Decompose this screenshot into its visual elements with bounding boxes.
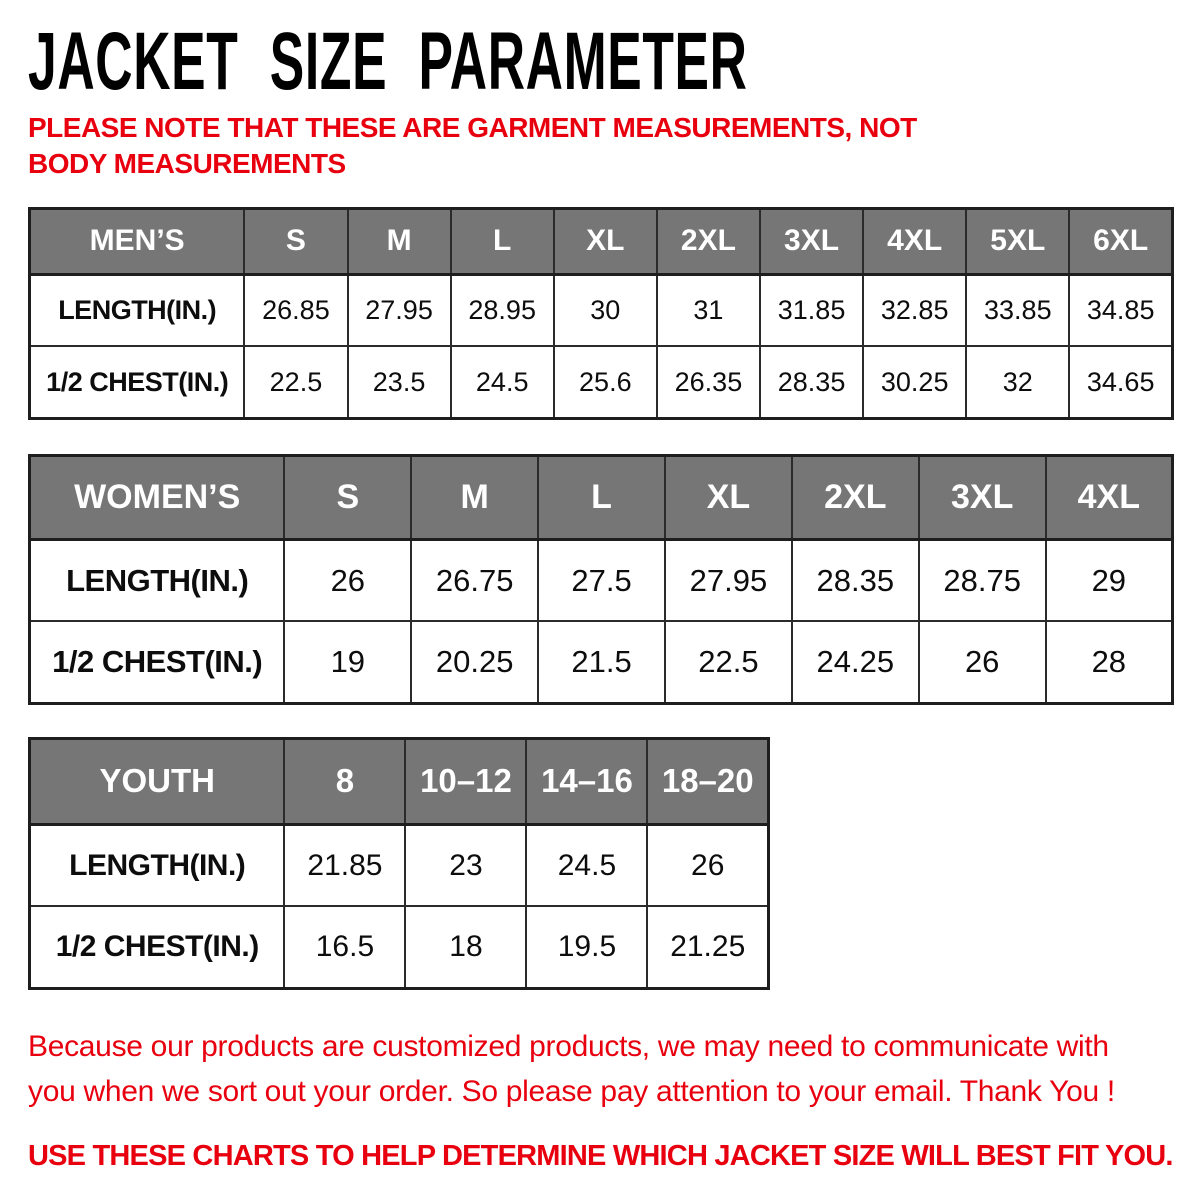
table-row xyxy=(30,906,769,988)
size-column-header: 3XL xyxy=(760,208,863,274)
measurement-value: 26.85 xyxy=(244,274,347,346)
size-column-header: S xyxy=(244,208,347,274)
custom-order-notice: Because our products are customized products, we may need to communicate with you when we sort out your order. So please pay attention to your email. Thank You ! xyxy=(28,1029,1115,1108)
measurement-value: 23.5 xyxy=(348,346,451,418)
table-row xyxy=(30,346,1173,418)
measurement-value: 26 xyxy=(284,539,411,621)
size-column-header: M xyxy=(348,208,451,274)
size-column-header: L xyxy=(451,208,554,274)
measurement-value: 26.75 xyxy=(411,539,538,621)
measurement-value: 24.5 xyxy=(526,824,647,906)
table-row xyxy=(30,274,1173,346)
size-column-header: 4XL xyxy=(1046,455,1173,539)
measurement-value: 26 xyxy=(647,824,768,906)
size-column-header: 10–12 xyxy=(405,738,526,824)
measurement-value: 20.25 xyxy=(411,621,538,703)
size-column-header: 2XL xyxy=(792,455,919,539)
measurement-value: 32.85 xyxy=(863,274,966,346)
measurement-value: 21.5 xyxy=(538,621,665,703)
measurement-value: 27.95 xyxy=(348,274,451,346)
measurement-value: 19 xyxy=(284,621,411,703)
measurement-value: 28.95 xyxy=(451,274,554,346)
row-label: 1/2 CHEST(IN.) xyxy=(30,621,285,703)
row-label: LENGTH(IN.) xyxy=(30,824,285,906)
size-column-header: S xyxy=(284,455,411,539)
measurement-value: 21.25 xyxy=(647,906,768,988)
youth-size-table xyxy=(28,737,1172,990)
measurement-value: 32 xyxy=(966,346,1069,418)
table-title-cell: MEN’S xyxy=(30,208,245,274)
measurement-value: 27.5 xyxy=(538,539,665,621)
chart-usage-notice: USE THESE CHARTS TO HELP DETERMINE WHICH JACKET SIZE WILL BEST FIT YOU. xyxy=(28,1139,1173,1172)
page-title: JACKET SIZE PARAMETER xyxy=(28,16,748,107)
measurement-value: 31.85 xyxy=(760,274,863,346)
size-column-header: XL xyxy=(665,455,792,539)
size-column-header: M xyxy=(411,455,538,539)
measurement-value: 16.5 xyxy=(284,906,405,988)
size-column-header: 3XL xyxy=(919,455,1046,539)
womens-size-table-grid xyxy=(28,454,1174,705)
measurement-value: 34.65 xyxy=(1069,346,1172,418)
row-label: 1/2 CHEST(IN.) xyxy=(30,346,245,418)
mens-size-table xyxy=(28,207,1172,420)
header-row xyxy=(30,738,769,824)
measurement-value: 26.35 xyxy=(657,346,760,418)
measurement-value: 27.95 xyxy=(665,539,792,621)
size-column-header: L xyxy=(538,455,665,539)
measurement-value: 26 xyxy=(919,621,1046,703)
measurement-value: 28.35 xyxy=(760,346,863,418)
womens-size-table xyxy=(28,454,1172,705)
size-column-header: 5XL xyxy=(966,208,1069,274)
table-row xyxy=(30,621,1173,703)
size-column-header: 2XL xyxy=(657,208,760,274)
mens-size-table-grid xyxy=(28,207,1174,420)
measurement-value: 31 xyxy=(657,274,760,346)
size-column-header: 8 xyxy=(284,738,405,824)
size-column-header: 14–16 xyxy=(526,738,647,824)
measurement-value: 23 xyxy=(405,824,526,906)
size-column-header: 4XL xyxy=(863,208,966,274)
measurement-value: 28.35 xyxy=(792,539,919,621)
measurement-value: 18 xyxy=(405,906,526,988)
size-column-header: XL xyxy=(554,208,657,274)
table-title-cell: WOMEN’S xyxy=(30,455,285,539)
measurement-value: 22.5 xyxy=(244,346,347,418)
header-row xyxy=(30,208,1173,274)
table-title-cell: YOUTH xyxy=(30,738,285,824)
measurement-value: 28 xyxy=(1046,621,1173,703)
youth-size-table-grid xyxy=(28,737,770,990)
measurement-value: 30.25 xyxy=(863,346,966,418)
measurement-value: 30 xyxy=(554,274,657,346)
measurement-value: 22.5 xyxy=(665,621,792,703)
header-row xyxy=(30,455,1173,539)
row-label: LENGTH(IN.) xyxy=(30,274,245,346)
row-label: 1/2 CHEST(IN.) xyxy=(30,906,285,988)
measurement-value: 34.85 xyxy=(1069,274,1172,346)
table-row xyxy=(30,824,769,906)
measurement-value: 28.75 xyxy=(919,539,1046,621)
table-row xyxy=(30,539,1173,621)
measurement-value: 21.85 xyxy=(284,824,405,906)
measurement-value: 29 xyxy=(1046,539,1173,621)
measurement-value: 24.5 xyxy=(451,346,554,418)
measurement-value: 25.6 xyxy=(554,346,657,418)
garment-measurement-note: PLEASE NOTE THAT THESE ARE GARMENT MEASUREMENTS, NOT BODY MEASUREMENTS xyxy=(28,112,917,180)
measurement-value: 19.5 xyxy=(526,906,647,988)
size-column-header: 18–20 xyxy=(647,738,768,824)
measurement-value: 33.85 xyxy=(966,274,1069,346)
row-label: LENGTH(IN.) xyxy=(30,539,285,621)
measurement-value: 24.25 xyxy=(792,621,919,703)
size-column-header: 6XL xyxy=(1069,208,1172,274)
